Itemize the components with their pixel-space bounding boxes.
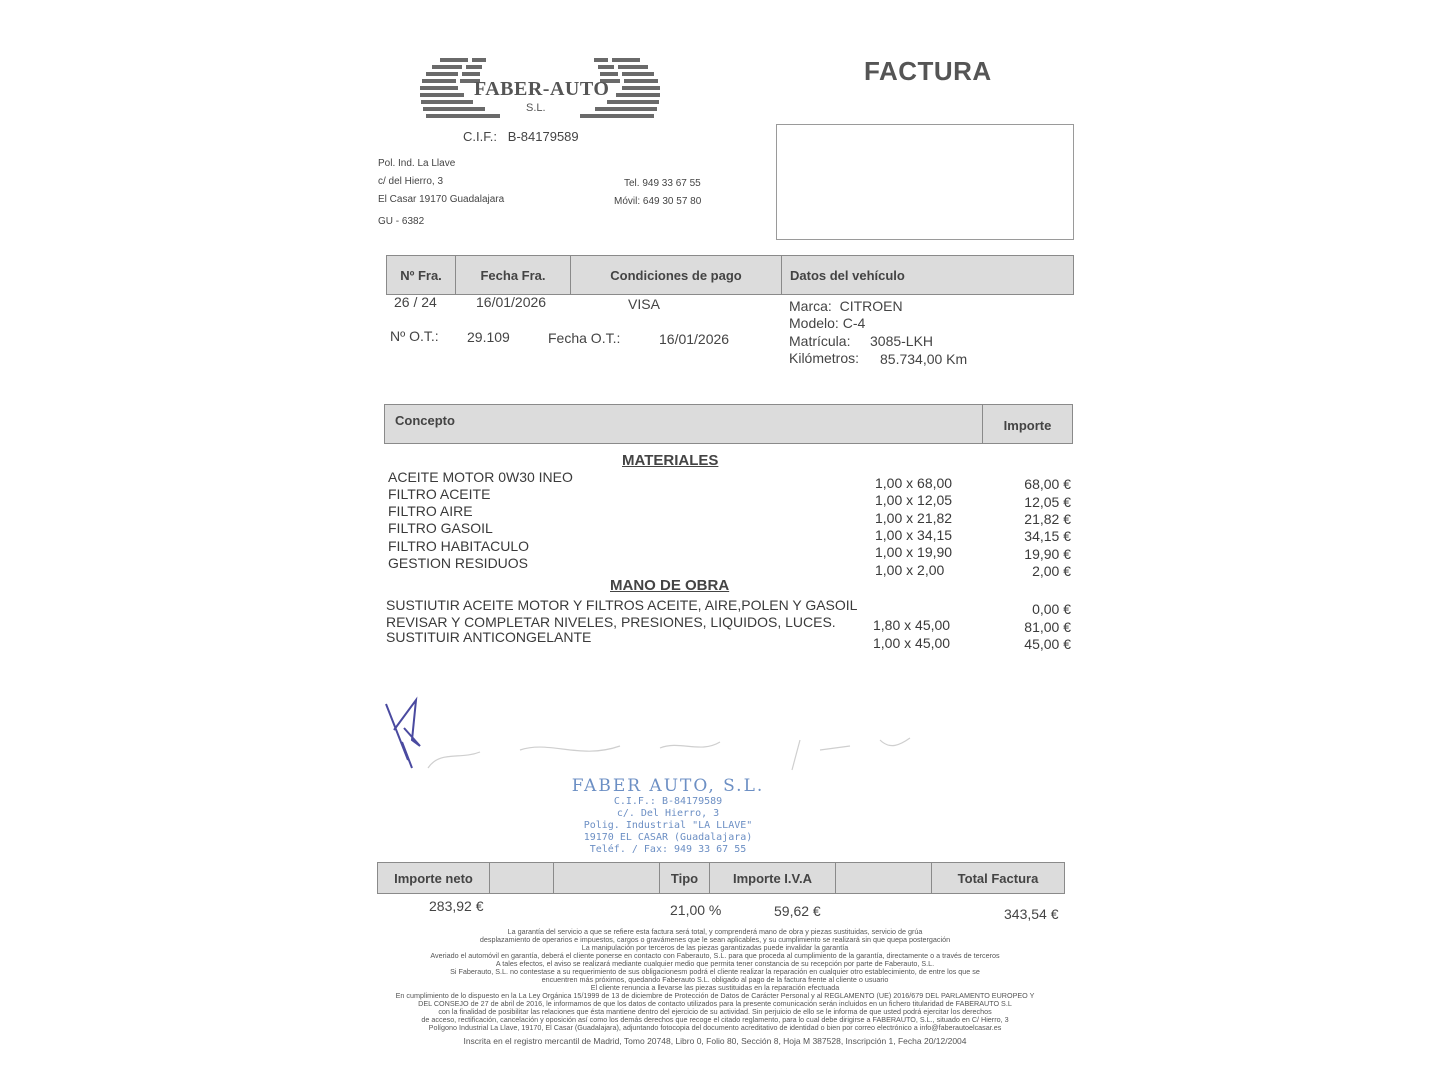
address-line-3: El Casar 19170 Guadalajara — [378, 194, 505, 205]
ot-number: 29.109 — [467, 329, 510, 345]
legal-line: Polígono Industrial La Llave, 19170, El Casar (Guadalajara), adjuntando fotocopia del documento acreditativo de identidad o bien por correo electrónico a info@faberautoelcasar.es — [428, 1023, 1002, 1032]
legal-line: encuentren más próximos, quedando Faberauto S.L. obligado al pago de la factura frente al cliente o usuario — [541, 975, 889, 984]
line-item-concepto: ACEITE MOTOR 0W30 INEO — [388, 469, 573, 485]
payment-terms: VISA — [628, 296, 660, 312]
legal-line: con la finalidad de posibilitar las relaciones que ésta mantiene dentro del ejercicio de su actividad. Sin perjuicio de ello se le informa de que usted podrá ejercitar los derechos — [438, 1007, 992, 1016]
address-line-4: GU - 6382 — [378, 216, 425, 227]
line-item-importe: 68,00 € — [1024, 476, 1071, 492]
col-datos-vehiculo: Datos del vehículo — [790, 267, 905, 283]
line-item-qty: 1,00 x 34,15 — [875, 527, 953, 543]
ot-label: Nº O.T.: — [390, 328, 439, 344]
vehicle-modelo — [789, 315, 865, 331]
line-item-importe: 21,82 € — [1024, 511, 1071, 527]
legal-text — [365, 928, 1065, 1045]
matricula-value: 3085-LKH — [870, 333, 934, 349]
fecha-ot-value: 16/01/2026 — [659, 331, 730, 347]
marca-label: Marca: — [789, 298, 832, 314]
line-item-importe: 45,00 € — [1024, 636, 1071, 652]
invoice-number: 26 / 24 — [394, 294, 437, 310]
address-line-1: Pol. Ind. La Llave — [378, 158, 456, 169]
document-title: FACTURA — [864, 56, 992, 86]
stamp-name: FABER AUTO, S.L. — [571, 776, 765, 796]
line-item-concepto: REVISAR Y COMPLETAR NIVELES, PRESIONES, LIQUIDOS, LUCES. — [386, 614, 836, 630]
invoice-date: 16/01/2026 — [476, 294, 547, 310]
line-item-importe: 0,00 € — [1032, 601, 1071, 617]
total-factura-value: 343,54 € — [1004, 906, 1059, 922]
legal-line: La garantía del servicio a que se refiere esta factura será total, y comprenderá mano de obra y piezas sustituidas, servicio de grúa — [507, 927, 923, 936]
section-materiales: MATERIALES — [622, 452, 719, 469]
legal-line: Si Faberauto, S.L. no contestase a su requerimiento de sus obligacionesm podrá el cliente realizar la reparación en cualquier otro establecimiento, de entre los que se — [450, 967, 980, 976]
stamp-line: 19170 EL CASAR (Guadalajara) — [583, 832, 753, 843]
cif-label: C.I.F.: — [463, 129, 497, 144]
line-item-importe: 12,05 € — [1024, 494, 1071, 510]
col-fecha-factura: Fecha Fra. — [456, 256, 571, 294]
line-item-qty: 1,00 x 68,00 — [875, 475, 953, 491]
lines-header-row — [384, 404, 1073, 444]
signature-icon — [380, 690, 920, 780]
stamp-line: Teléf. / Fax: 949 33 67 55 — [589, 844, 747, 855]
line-item-qty: 1,00 x 21,82 — [875, 510, 953, 526]
company-stamp — [548, 776, 788, 856]
totals-header-row — [377, 862, 1065, 894]
line-item-qty: 1,00 x 2,00 — [875, 562, 945, 578]
legal-line: La manipulación por terceros de las piezas garantizadas puede invalidar la garantía — [581, 943, 849, 952]
line-item-importe: 2,00 € — [1032, 563, 1071, 579]
col-importe-iva: Importe I.V.A — [710, 863, 836, 893]
legal-line: A tales efectos, el aviso se realizará mediante cualquier medio que permita tener constancia de su recepción por parte de Faberauto, S.L. — [495, 959, 935, 968]
col-total-factura: Total Factura — [957, 870, 1039, 886]
logo-company-name: FABER-AUTO — [474, 78, 610, 100]
line-item-qty: 1,80 x 45,00 — [873, 617, 951, 633]
line-item-concepto: FILTRO HABITACULO — [388, 538, 530, 554]
invoice-header-row — [386, 255, 1074, 295]
legal-line: desplazamiento de operarios e impuestos, cargos o gravámenes que le sean aplicables, y su cumplimiento se realizará sin que quepa postergación — [479, 935, 951, 944]
legal-line: de acceso, rectificación, cancelación y oposición así como los demás derechos que recoge el citado reglamento, para lo cual debe dirigirse a FABERAUTO, S.L., situado en C/ Hierro, 3 — [421, 1015, 1009, 1024]
col-numero-factura: Nº Fra. — [387, 256, 456, 294]
col-empty — [836, 863, 932, 893]
section-mano-de-obra: MANO DE OBRA — [610, 577, 730, 594]
vehicle-km-value: 85.734,00 Km — [880, 351, 968, 367]
matricula-label: Matrícula: — [789, 333, 851, 349]
stamp-line: c/. Del Hierro, 3 — [616, 808, 720, 819]
line-item-concepto: SUSTITUIR ANTICONGELANTE — [386, 629, 592, 645]
cif-value: B-84179589 — [507, 129, 579, 144]
company-phone: Tel. 949 33 67 55 — [624, 178, 701, 189]
importe-iva-value: 59,62 € — [774, 903, 821, 919]
legal-line: El cliente renuncia a llevarse las piezas sustituidas en la reparación efectuada — [590, 983, 840, 992]
legal-line: En cumplimiento de lo dispuesto en la La Ley Orgánica 15/1999 de 13 de diciembre de Protección de Datos de Carácter Personal y al REGLAMENTO (UE) 2016/679 DEL PARLAMENTO EUROPEO Y — [395, 991, 1035, 1000]
col-tipo: Tipo — [660, 863, 710, 893]
line-item-concepto: FILTRO GASOIL — [388, 520, 493, 536]
stamp-line: Polig. Industrial "LA LLAVE" — [583, 820, 753, 831]
vehicle-matricula — [789, 333, 850, 349]
registry-line: Inscrita en el registro mercantil de Madrid, Tomo 20748, Libro 0, Folio 80, Sección 8, Hoja M 387528, Inscripción 1, Fecha 20/12/2004 — [463, 1036, 967, 1046]
tipo-iva-value: 21,00 % — [670, 902, 722, 918]
fecha-ot-label: Fecha O.T.: — [548, 330, 621, 346]
legal-line: Averiado el automóvil en garantía, deberá el cliente ponerse en contacto con Faberauto, S.L. para que proceda al cumplimiento de la garantía, directamente o a través de terceros — [430, 951, 1000, 960]
col-importe: Importe — [1003, 418, 1052, 433]
line-item-importe: 19,90 € — [1024, 546, 1071, 562]
col-concepto: Concepto — [385, 405, 983, 443]
company-cif — [463, 129, 579, 144]
col-importe-neto: Importe neto — [378, 863, 490, 893]
company-mobile: Móvil: 649 30 57 80 — [614, 196, 702, 207]
line-item-concepto: GESTION RESIDUOS — [388, 555, 529, 571]
line-item-qty: 1,00 x 19,90 — [875, 544, 953, 560]
importe-neto-value: 283,92 € — [429, 898, 484, 914]
vehicle-km-label: Kilómetros: — [789, 350, 860, 366]
line-item-concepto: FILTRO AIRE — [388, 503, 473, 519]
line-item-qty: 1,00 x 45,00 — [873, 635, 951, 651]
line-item-concepto: SUSTIUTIR ACEITE MOTOR Y FILTROS ACEITE, AIRE,POLEN Y GASOIL — [386, 597, 858, 613]
col-condiciones-pago: Condiciones de pago — [571, 256, 782, 294]
line-item-qty: 1,00 x 12,05 — [875, 492, 953, 508]
vehicle-marca — [789, 298, 903, 314]
line-item-importe: 34,15 € — [1024, 528, 1071, 544]
stamp-line: C.I.F.: B-84179589 — [613, 796, 723, 807]
legal-line: DEL CONSEJO de 27 de abril de 2016, le informamos de que los datos de contacto utilizados para la presente comunicación serán incluidos en un fichero titularidad de FABERAUTO S.L — [418, 999, 1012, 1008]
logo-company-suffix: S.L. — [526, 102, 546, 114]
client-address-box — [776, 124, 1074, 240]
line-item-concepto: FILTRO ACEITE — [388, 486, 491, 502]
modelo-value: C-4 — [842, 315, 866, 331]
col-empty — [554, 863, 660, 893]
address-line-2: c/ del Hierro, 3 — [378, 176, 444, 187]
modelo-label: Modelo: — [789, 315, 839, 331]
col-empty — [490, 863, 554, 893]
line-item-importe: 81,00 € — [1024, 619, 1071, 635]
marca-value: CITROEN — [839, 298, 903, 314]
